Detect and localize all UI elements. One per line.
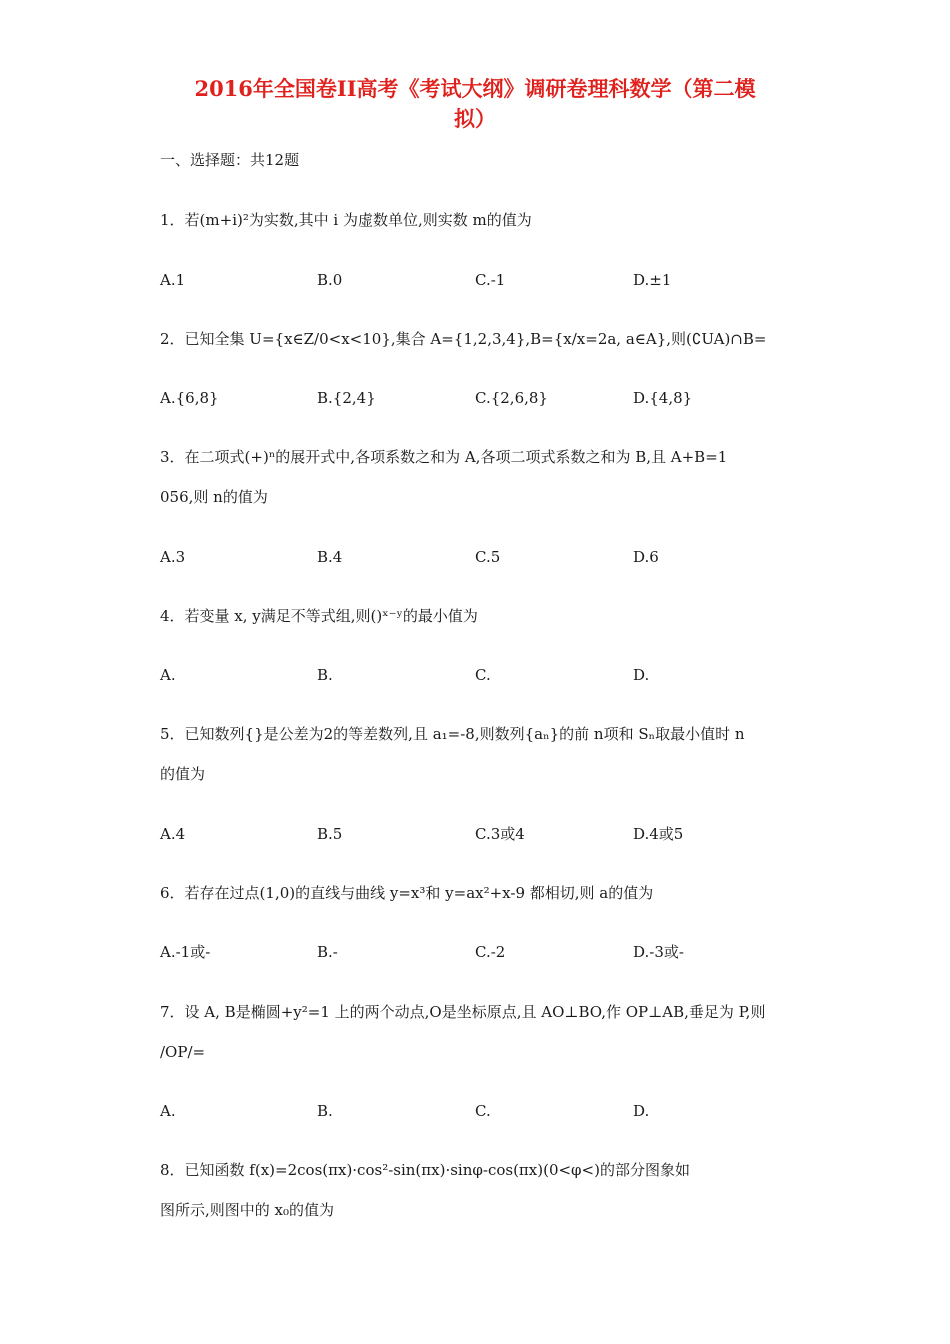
question-1-text: 1．若(m+i)²为实数,其中 i 为虚数单位,则实数 m的值为 bbox=[160, 211, 532, 229]
q2-option-c: C.{2,6,8} bbox=[475, 389, 548, 407]
q3-option-a: A.3 bbox=[160, 548, 186, 566]
q1-option-a: A.1 bbox=[160, 271, 186, 289]
title-line-2: 拟） bbox=[454, 106, 496, 131]
q4-option-c: C. bbox=[475, 666, 491, 684]
question-8-text-line-1: 8．已知函数 f(x)=2cos(πx)·cos²-sin(πx)·sinφ-cos(πx)(0<φ<)的部分图象如 bbox=[160, 1161, 690, 1179]
q5-option-b: B.5 bbox=[317, 825, 343, 843]
q5-option-a: A.4 bbox=[160, 825, 186, 843]
q3-option-c: C.5 bbox=[475, 548, 501, 566]
question-2-text: 2．已知全集 U={x∈Z/0<x<10},集合 A={1,2,3,4},B={x/x=2a, a∈A},则(∁UA)∩B= bbox=[160, 330, 767, 348]
question-5-text-line-2: 的值为 bbox=[160, 765, 206, 783]
q7-option-b: B. bbox=[317, 1102, 333, 1120]
q5-option-d: D.4或5 bbox=[633, 825, 684, 843]
q6-option-b: B.- bbox=[317, 943, 338, 961]
q3-option-b: B.4 bbox=[317, 548, 343, 566]
question-3-text-line-1: 3．在二项式(+)ⁿ的展开式中,各项系数之和为 A,各项二项式系数之和为 B,且 A+B=1 bbox=[160, 448, 728, 466]
page-title bbox=[160, 74, 790, 134]
title-line-1: 2016年全国卷II高考《考试大纲》调研卷理科数学（第二模 bbox=[194, 76, 756, 101]
q1-option-b: B.0 bbox=[317, 271, 343, 289]
question-4-text: 4．若变量 x, y满足不等式组,则()ˣ⁻ʸ的最小值为 bbox=[160, 607, 478, 625]
q4-option-d: D. bbox=[633, 666, 650, 684]
q2-option-d: D.{4,8} bbox=[633, 389, 693, 407]
question-6-text: 6．若存在过点(1,0)的直线与曲线 y=x³和 y=ax²+x-9 都相切,则 a的值为 bbox=[160, 884, 654, 902]
q2-option-a: A.{6,8} bbox=[160, 389, 219, 407]
q7-option-d: D. bbox=[633, 1102, 650, 1120]
q1-option-c: C.-1 bbox=[475, 271, 506, 289]
q4-option-b: B. bbox=[317, 666, 333, 684]
section-heading: 一、选择题：共12题 bbox=[160, 151, 300, 169]
question-8-text-line-2: 图所示,则图中的 x₀的值为 bbox=[160, 1201, 335, 1219]
question-3-text-line-2: 056,则 n的值为 bbox=[160, 488, 268, 506]
q7-option-a: A. bbox=[160, 1102, 176, 1120]
q5-option-c: C.3或4 bbox=[475, 825, 525, 843]
q3-option-d: D.6 bbox=[633, 548, 659, 566]
q2-option-b: B.{2,4} bbox=[317, 389, 376, 407]
q1-option-d: D.±1 bbox=[633, 271, 672, 289]
q4-option-a: A. bbox=[160, 666, 176, 684]
q6-option-c: C.-2 bbox=[475, 943, 506, 961]
question-7-text-line-1: 7．设 A, B是椭圆+y²=1 上的两个动点,O是坐标原点,且 AO⊥BO,作 OP⊥AB,垂足为 P,则 bbox=[160, 1003, 766, 1021]
q6-option-a: A.-1或- bbox=[160, 943, 211, 961]
q7-option-c: C. bbox=[475, 1102, 491, 1120]
q6-option-d: D.-3或- bbox=[633, 943, 684, 961]
question-5-text-line-1: 5．已知数列{}是公差为2的等差数列,且 a₁=-8,则数列{aₙ}的前 n项和 Sₙ取最小值时 n bbox=[160, 725, 745, 743]
question-7-text-line-2: /OP/= bbox=[160, 1043, 206, 1061]
